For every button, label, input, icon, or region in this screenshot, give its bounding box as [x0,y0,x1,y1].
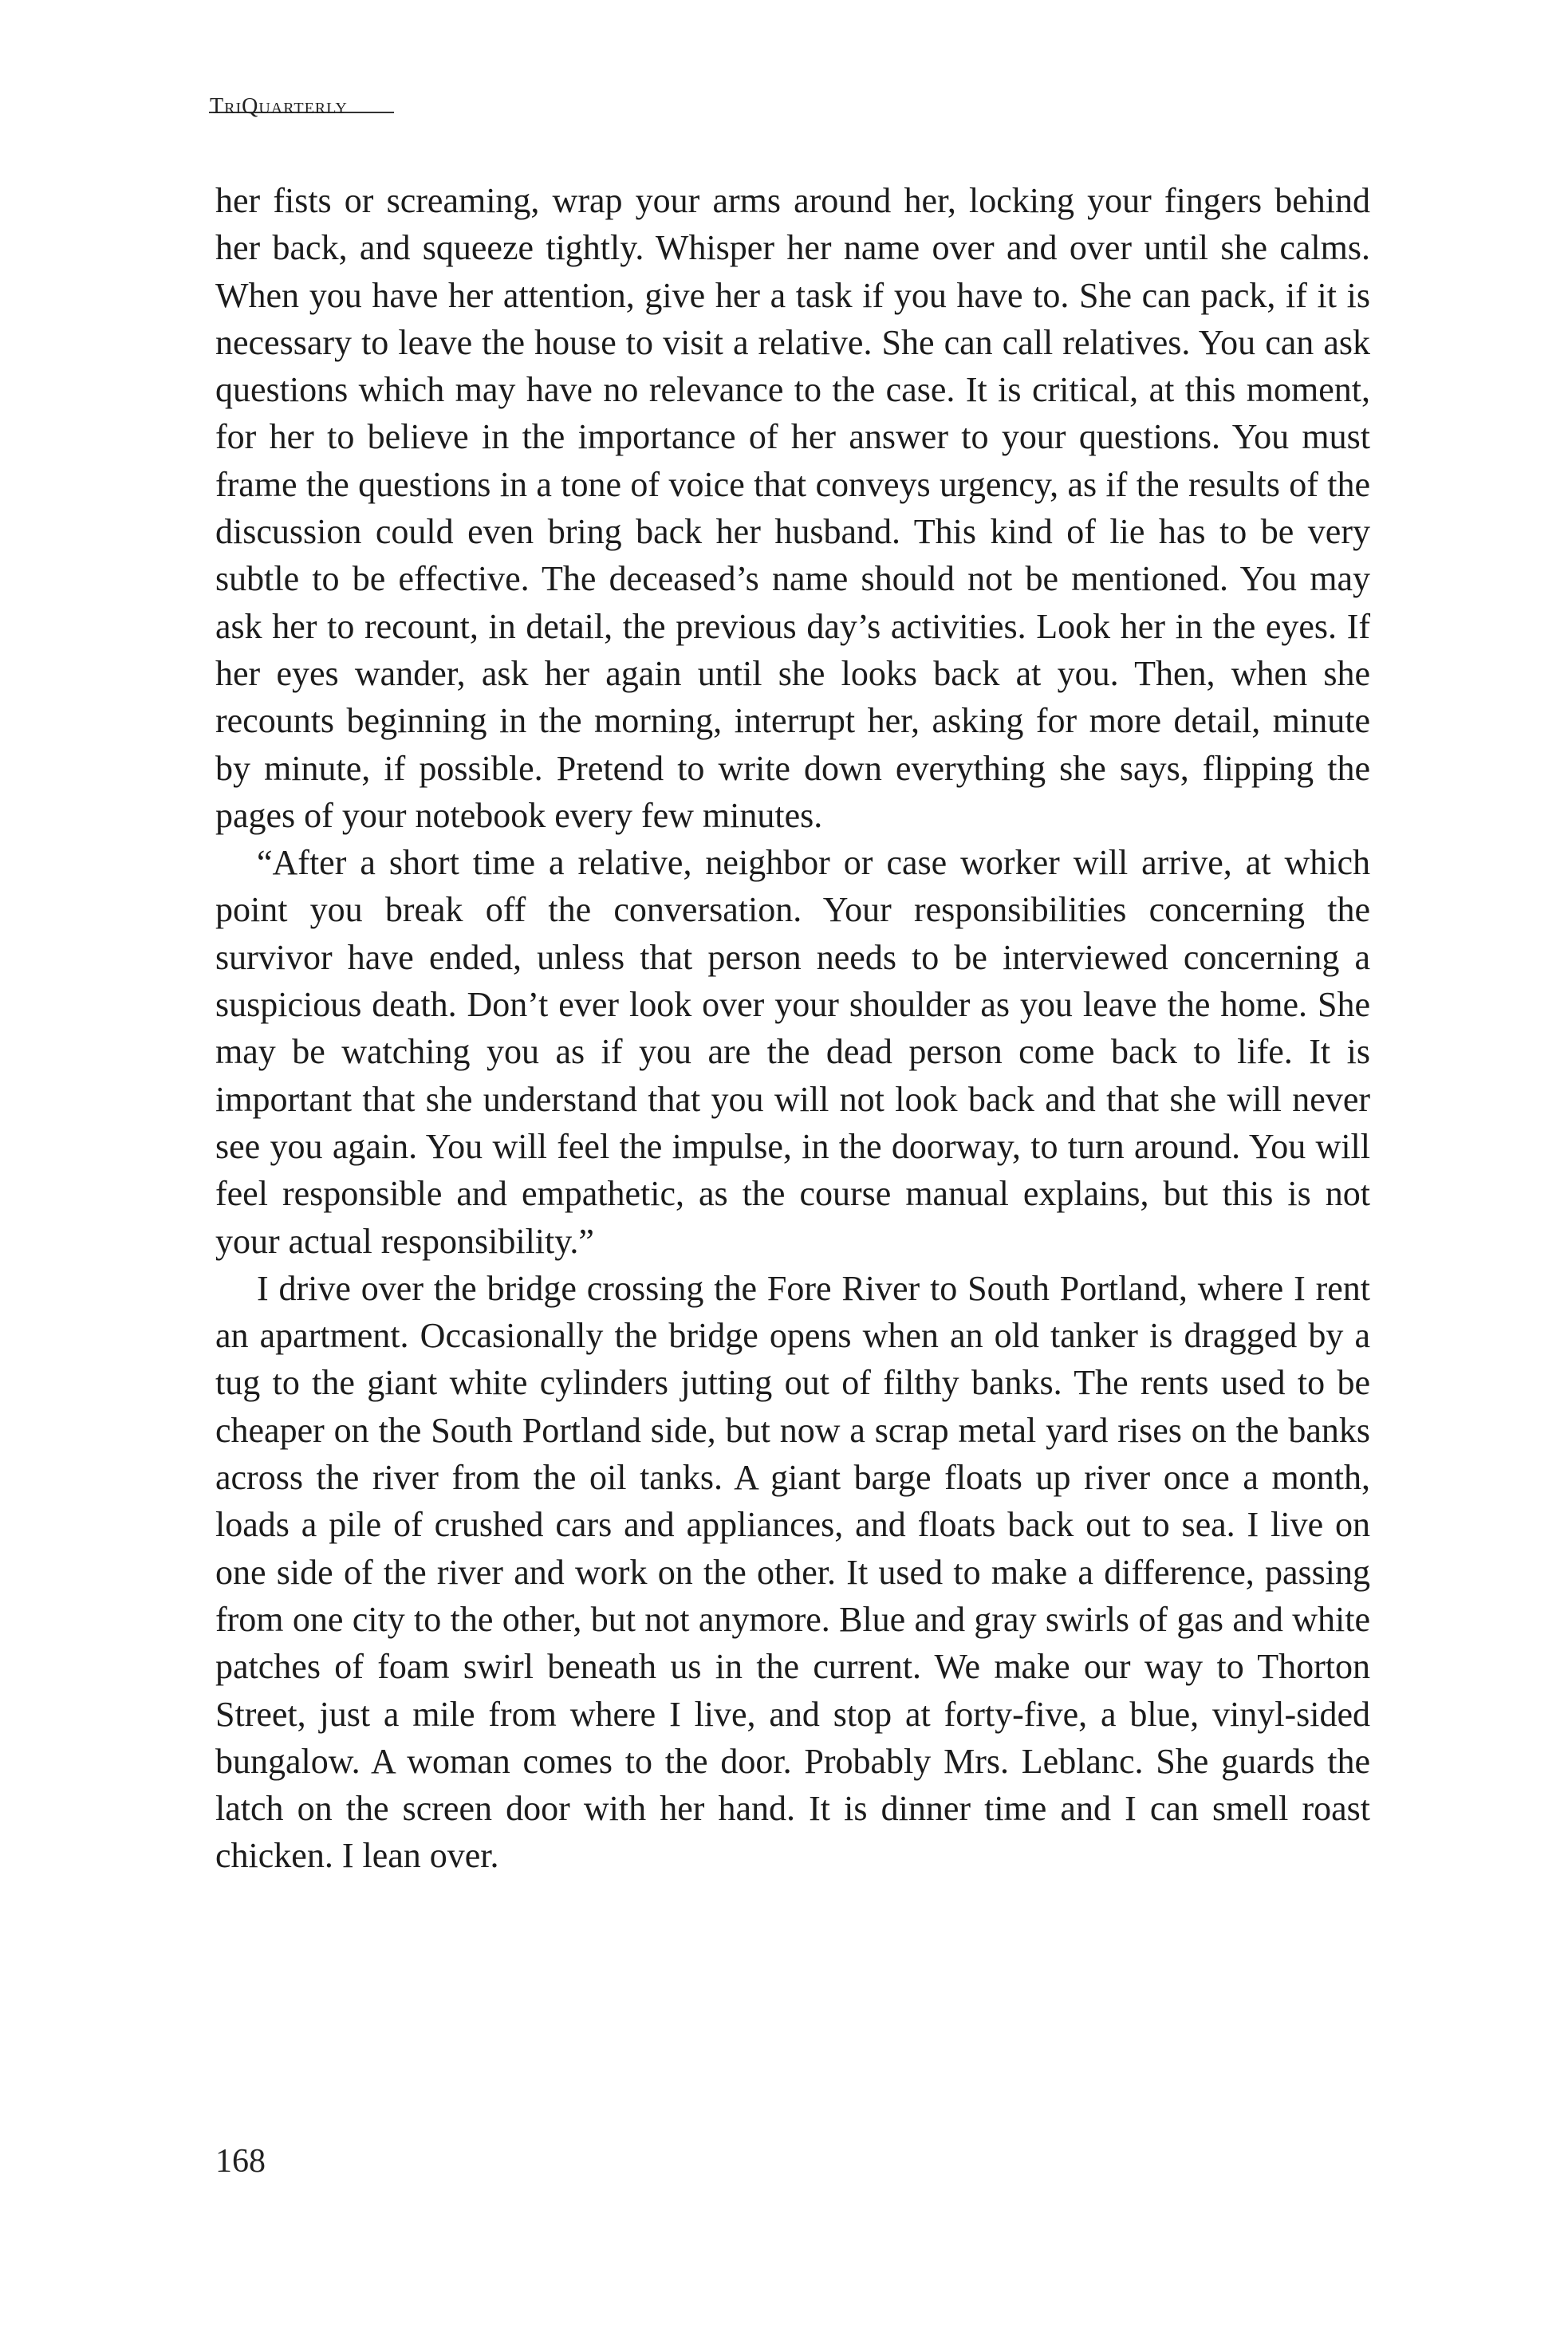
running-head: TriQuarterly [210,94,348,119]
paragraph-continued: her fists or screaming, wrap your arms around her, locking your fingers behind her back, and squeeze tightly. Whisper her name over and over until she calms. When you have her attention, give her a task if you have to. She can pack, if it is necessary to leave the house to visit a relative. She can call relatives. You can ask questions which may have no relevance to the case. It is critical, at this moment, for her to believe in the importance of her answer to your questions. You must frame the questions in a tone of voice that conveys urgency, as if the results of the discussion could even bring back her husband. This kind of lie has to be very subtle to be effective. The deceased’s name should not be mentioned. You may ask her to recount, in detail, the previous day’s activities. Look her in the eyes. If her eyes wander, ask her again until she looks back at you. Then, when she recounts beginning in the morning, interrupt her, asking for more detail, minute by minute, if possible. Pretend to write down everything she says, flipping the pages of your notebook every few minutes. [215,181,1370,835]
paragraph-bridge: I drive over the bridge crossing the Fore River to South Portland, where I rent an apartment. Occasionally the bridge opens when an old tanker is dragged by a tug to the giant white cylinders jutting out of filthy banks. The rents used to be cheaper on the South Portland side, but now a scrap metal yard rises on the banks across the river from the oil tanks. A giant barge floats up river once a month, loads a pile of crushed cars and appliances, and floats back out to sea. I live on one side of the river and work on the other. It used to make a difference, passing from one city to the other, but not anymore. Blue and gray swirls of gas and white patches of foam swirl beneath us in the current. We make our way to Thorton Street, just a mile from where I live, and stop at forty-five, a blue, vinyl-sided bungalow. A woman comes to the door. Probably Mrs. Leblanc. She guards the latch on the screen door with her hand. It is dinner time and I can smell roast chicken. I lean over. [215,1268,1370,1876]
page-number: 168 [215,2143,266,2180]
body-text [215,177,1370,1880]
paragraph-quote: “After a short time a relative, neighbor or case worker will arrive, at which point you break off the conversation. Your responsibilities concerning the survivor have ended, unless that person needs to be interviewed concerning a suspicious death. Don’t ever look over your shoulder as you leave the home. She may be watching you as if you are the dead person come back to life. It is important that she understand that you will not look back and that she will never see you again. You will feel the impulse, in the doorway, to turn around. You will feel responsible and empathetic, as the course manual explains, but this is not your actual responsibility.” [215,843,1370,1261]
